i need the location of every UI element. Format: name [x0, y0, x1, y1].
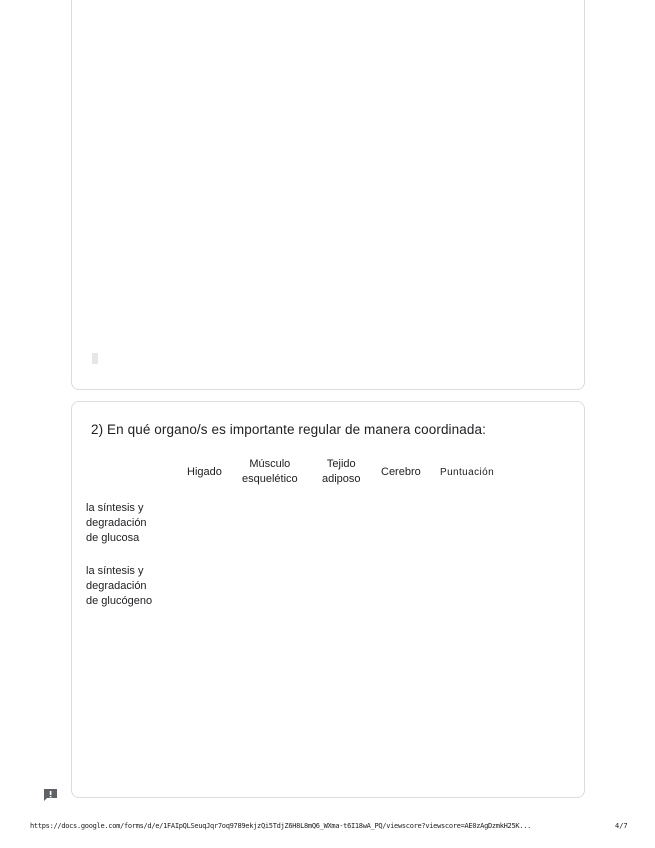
grid-row-label: la síntesis y degradación de glucógeno: [86, 565, 153, 607]
question-title: 2) En qué organo/s es importante regular de manera coordinada:: [91, 422, 486, 437]
column-header-puntuacion: Puntuación: [440, 467, 495, 478]
column-header-cerebro: Cerebro: [381, 466, 421, 478]
footer-url: https://docs.google.com/forms/d/e/1FAIpQLSeuqJqr7oq9789ekjzQi5TdjZ6H8L8mQ6_WXma-t6I18wA_PQ/viewscore?viewscore=AE0zAgDzmkH25K...: [30, 822, 532, 830]
faded-marker: [92, 353, 98, 364]
print-footer: [0, 820, 655, 834]
column-header-musculo-esqueletico: Músculo esquelético: [242, 458, 298, 485]
column-header-higado: Higado: [187, 466, 222, 478]
feedback-icon-glyph: [43, 788, 58, 802]
column-header-tejido-adiposo: Tejido adiposo: [322, 458, 361, 485]
question-card: [71, 401, 585, 798]
grid-row-label: la síntesis y degradación de glucosa: [86, 502, 147, 544]
footer-page-number: 4/7: [615, 822, 628, 830]
feedback-icon[interactable]: [42, 788, 58, 802]
previous-question-card: [71, 0, 585, 390]
